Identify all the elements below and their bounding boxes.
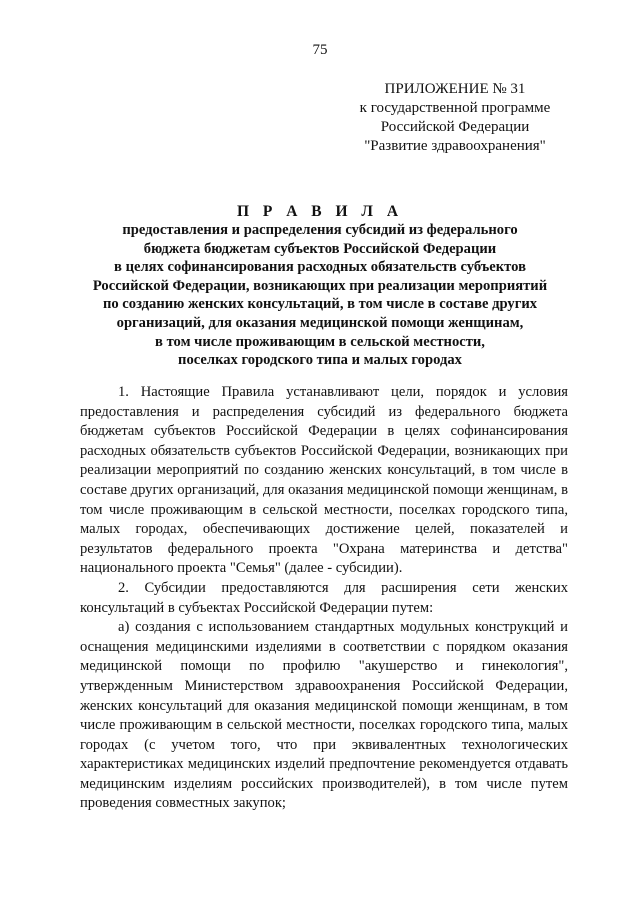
appendix-line: Российской Федерации [380,119,530,135]
subtitle-line: бюджета бюджетам субъектов Российской Федерации [143,240,497,257]
subtitle-line: в целях софинансирования расходных обязательств субъектов [114,259,526,276]
paragraph-2a: а) создания с использованием стандартных модульных конструкций и оснащения медицинскими изделиями в соответствии с порядком оказания медицинской помощи по профилю "акушерство и гинекология", утвержденным Министерством здравоохранения Российской Федерации, женских консультаций для оказания медицинской помощи женщинам, в том числе проживающим в сельской местности, поселках городского типа, малых городах (с учетом того, что при эквивалентных технологических характеристиках медицинских изделий предпочтение рекомендуется отдавать медицинским изделиям российских производителей), в том числе путем проведения совместных закупок; [80,619,568,812]
subtitle-line: Российской Федерации, возникающих при реализации мероприятий [92,277,548,294]
subtitle-line: организаций, для оказания медицинской помощи женщинам, [116,314,524,331]
page-number: 75 [312,42,328,58]
paragraph-2: 2. Субсидии предоставляются для расширения сети женских консультаций в субъектах Российской Федерации путем: [80,579,568,616]
subtitle-line: по созданию женских консультаций, в том числе в составе других [102,296,538,313]
subtitle-line: поселках городского типа и малых городах [178,352,462,369]
document-body [80,383,568,814]
document-subtitle [60,221,580,370]
appendix-line: "Развитие здравоохранения" [364,138,546,154]
subtitle-line: в том числе проживающим в сельской местности, [155,333,485,350]
paragraph-1: 1. Настоящие Правила устанавливают цели, порядок и условия предоставления и распределения субсидий из федерального бюджета бюджетам субъектов Российской Федерации в целях софинансирования расходных обязательств субъектов Российской Федерации, возникающих при реализации мероприятий по созданию женских консультаций, в том числе в составе других организаций, для оказания медицинской помощи женщинам, в том числе проживающим в сельской местности, поселках городского типа, малых городах, обеспечивающих достижение целей, показателей и результатов федерального проекта "Охрана материнства и детства" национального проекта "Семья" (далее - субсидии). [80,384,568,577]
appendix-line: к государственной программе [359,100,551,116]
appendix-line: ПРИЛОЖЕНИЕ № 31 [384,81,526,97]
subtitle-line: предоставления и распределения субсидий из федерального [122,222,518,238]
appendix-header [340,80,570,156]
document-title: П Р А В И Л А [236,203,404,220]
